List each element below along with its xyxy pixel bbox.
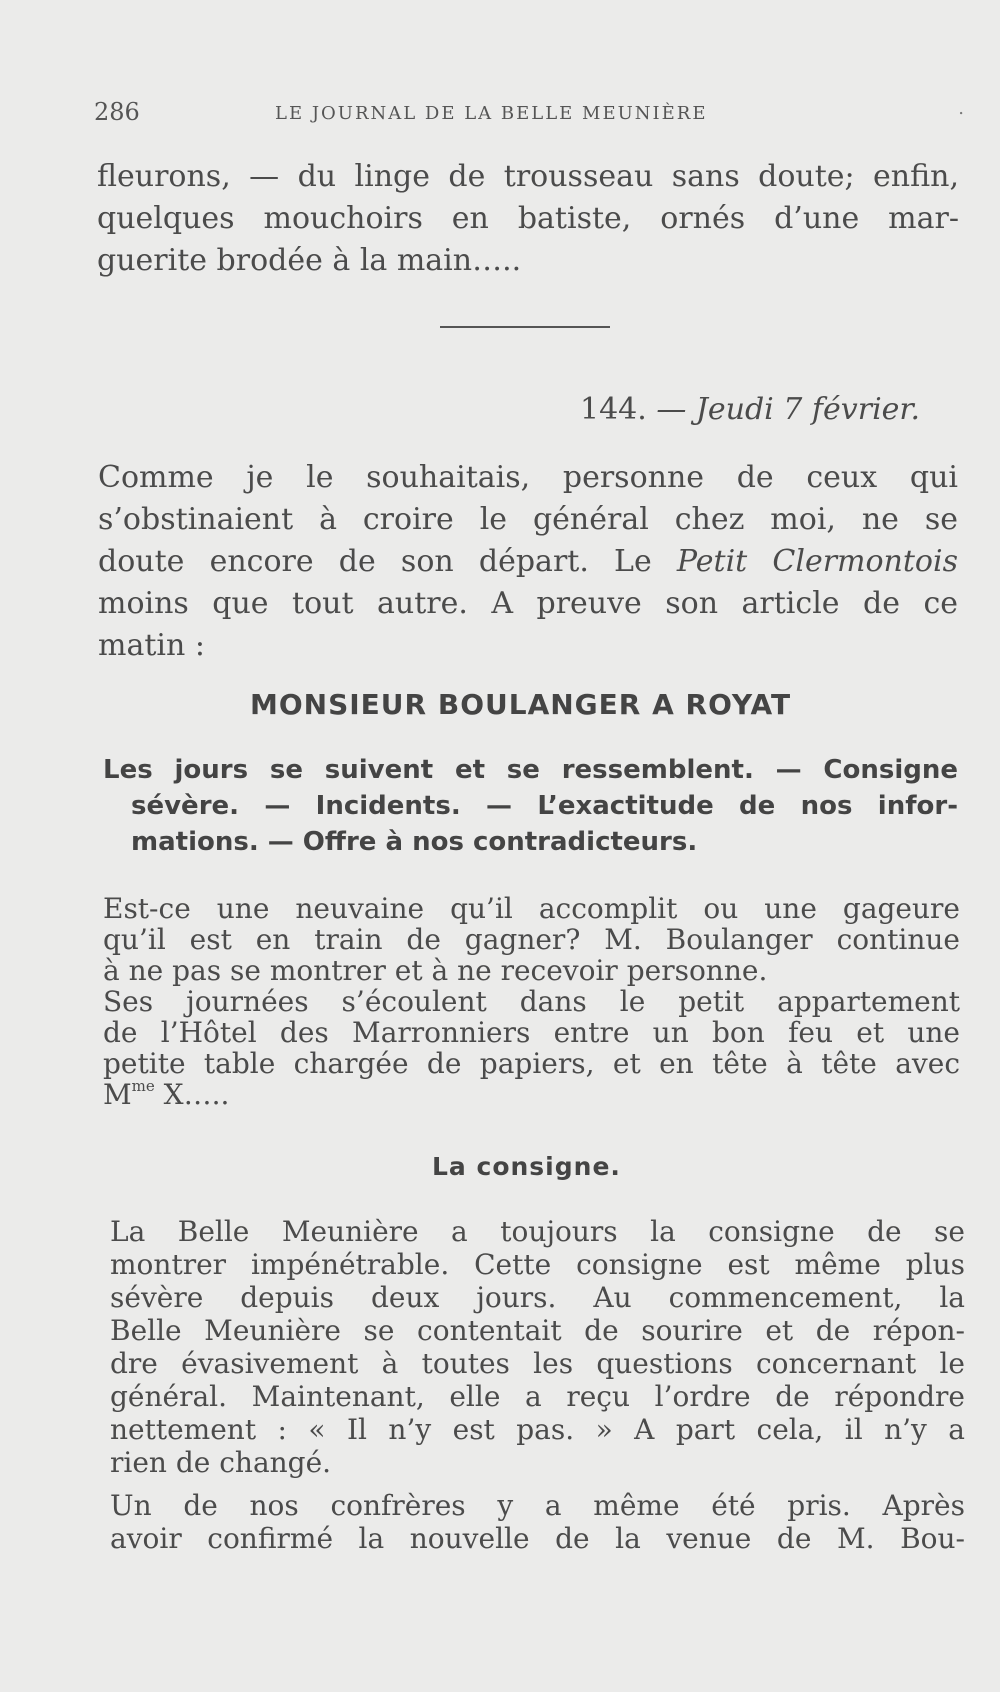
text-line: sévère depuis deux jours. Au commencement, la [110,1281,965,1314]
text-line: Belle Meunière se contentait de sourire et de répon- [110,1314,965,1347]
text-line: nettement : « Il n’y est pas. » A part cela, il n’y a [110,1413,965,1446]
text-line: guerite brodée à la main….. [97,243,522,278]
text-line: Est-ce une neuvaine qu’il accomplit ou une gageure [103,892,960,925]
subhead-line: sévère. — Incidents. — L’exactitude de nos infor- [131,791,958,821]
text-line: petite table chargée de papiers, et en tête à tête avec [103,1047,960,1080]
section-heading: La consigne. [432,1152,621,1181]
text-line: Ses journées s’écoulent dans le petit appartement [103,985,960,1018]
text-line: fleurons, — du linge de trousseau sans doute; enfin, [97,159,959,194]
text-fragment: doute encore de son départ. Le [98,544,652,579]
text-line: matin : [98,628,205,663]
newspaper-name: Petit Clermontois [676,544,958,579]
text-line: s’obstinaient à croire le général chez moi, ne se [98,502,958,537]
text-line: La Belle Meunière a toujours la consigne de se [110,1215,965,1248]
paragraph-confreres [110,1489,965,1555]
superscript: me [131,1077,155,1095]
paragraph-intro [98,457,958,667]
paragraph-journees [103,986,960,1110]
text-fragment: M [103,1078,132,1111]
subhead-line: mations. — Offre à nos contradicteurs. [131,827,698,857]
text-line: Comme je le souhaitais, personne de ceux qui [98,460,958,495]
text-line: qu’il est en train de gagner? M. Boulanger continue [103,923,960,956]
page-header [94,98,964,132]
page-number: 286 [94,98,140,126]
section-divider [440,326,610,328]
article-title: MONSIEUR BOULANGER A ROYAT [250,688,792,721]
text-line [103,1079,960,1110]
paragraph-trousseau [97,156,959,282]
text-line: avoir confirmé la nouvelle de la venue de M. Bou- [110,1522,965,1555]
header-mark: . [958,98,964,119]
text-line: dre évasivement à toutes les questions concernant le [110,1347,965,1380]
text-line: moins que tout autre. A preuve son article de ce [98,586,958,621]
text-line: Un de nos confrères y a même été pris. Après [110,1489,965,1522]
article-subheads [103,752,958,860]
text-line: général. Maintenant, elle a reçu l’ordre de répondre [110,1380,965,1413]
entry-number: 144. [579,392,647,427]
text-line [98,541,958,583]
text-line: rien de changé. [110,1446,332,1479]
entry-date: — Jeudi 7 février. [656,392,920,427]
text-line: quelques mouchoirs en batiste, ornés d’une mar- [97,201,959,236]
text-line: montrer impénétrable. Cette consigne est même plus [110,1248,965,1281]
paragraph-neuvaine [103,893,960,986]
subhead-line: Les jours se suivent et se ressemblent. — Consigne [103,755,958,785]
text-line: à ne pas se montrer et à ne recevoir personne. [103,954,768,987]
paragraph-consigne [110,1215,965,1479]
text-line: de l’Hôtel des Marronniers entre un bon feu et une [103,1016,960,1049]
journal-entry-heading [580,392,920,427]
running-title: LE JOURNAL DE LA BELLE MEUNIÈRE [275,103,708,124]
text-fragment: X….. [154,1078,230,1111]
